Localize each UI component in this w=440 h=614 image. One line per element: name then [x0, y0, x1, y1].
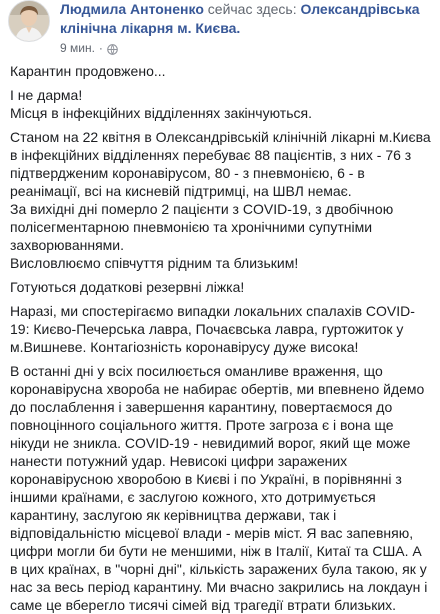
post-meta	[60, 40, 118, 56]
avatar[interactable]	[8, 0, 50, 42]
post-body	[0, 62, 440, 614]
checkin-text: сейчас здесь:	[207, 1, 297, 17]
post-paragraph-1: Карантин продовжено...	[10, 63, 166, 79]
post-paragraph-8: Наразі, ми спостерігаємо випадки локальних спалахів COVID-19: Києво-Печерська лавра, Почаєвська лавра, гуртожиток у м.Вишневе. Контагіозність коронавірусу дуже висока!	[10, 303, 415, 355]
post-paragraph-3: Місця в інфекційних відділеннях закінчуються.	[10, 105, 312, 121]
globe-icon[interactable]	[107, 43, 118, 54]
post-paragraph-4: Станом на 22 квітня в Олександрівській клінічній лікарні м.Києва в інфекційних відділеннях перебуває 88 пацієнтів, з них - 76 з підтвердженим коронавірусом, 80 - з пневмонією, 6 - в реанімації, всі на кисневій підтримці, на ШВЛ немає.	[10, 129, 431, 199]
place-link[interactable]: Олександрівська клінічна лікарня м. Києва.	[60, 1, 420, 36]
post-header	[0, 0, 440, 62]
post-paragraph-7: Готуються додаткові резервні ліжка!	[10, 279, 245, 295]
post-paragraph-6: Висловлюємо співчуття рідним та близьким!	[10, 255, 299, 271]
post-timestamp[interactable]: 9 мин.	[60, 41, 95, 55]
profile-photo-icon	[9, 1, 49, 41]
post-paragraph-5: За вихідні дні померло 2 пацієнти з COVID-19, з двобічною полісегментарною пневмонією та хронічними супутніми захворюваннями.	[10, 201, 394, 253]
post-paragraph-9: В останні дні у всіх посилюється оманливе враження, що коронавірусна хвороба не набирає обертів, ми впевнено йдемо до послаблення і завершення карантину, повертаємося до повноцінного соціального життя. Проте загроза є і вона ще нікуди не зникла. COVID-19 - невидимий ворог, який ще може нанести потужний удар. Невисокі цифри заражених коронавірусною хворобою в Києві і по Україні, в порівнянні з іншими країнами, є заслугою кожного, хто дотримується карантину, заслугою як керівництва держави, так і відповідальністю місцевої влади - мерів міст. Я вас запевняю, цифри могли би бути не меншими, ніж в Італії, Китаї та США. А в цих країнах, в "чорні дні", кількість заражених була такою, як у нас за весь період карантину. Ми вчасно закрились на локдаун і саме це вберегло тисячі сімей від трагедії втрати близьких.	[10, 363, 428, 613]
meta-separator: ·	[98, 41, 103, 55]
author-name-link[interactable]: Людмила Антоненко	[60, 1, 204, 17]
post-paragraph-2: І не дарма!	[10, 87, 83, 103]
post-header-text	[60, 0, 435, 38]
